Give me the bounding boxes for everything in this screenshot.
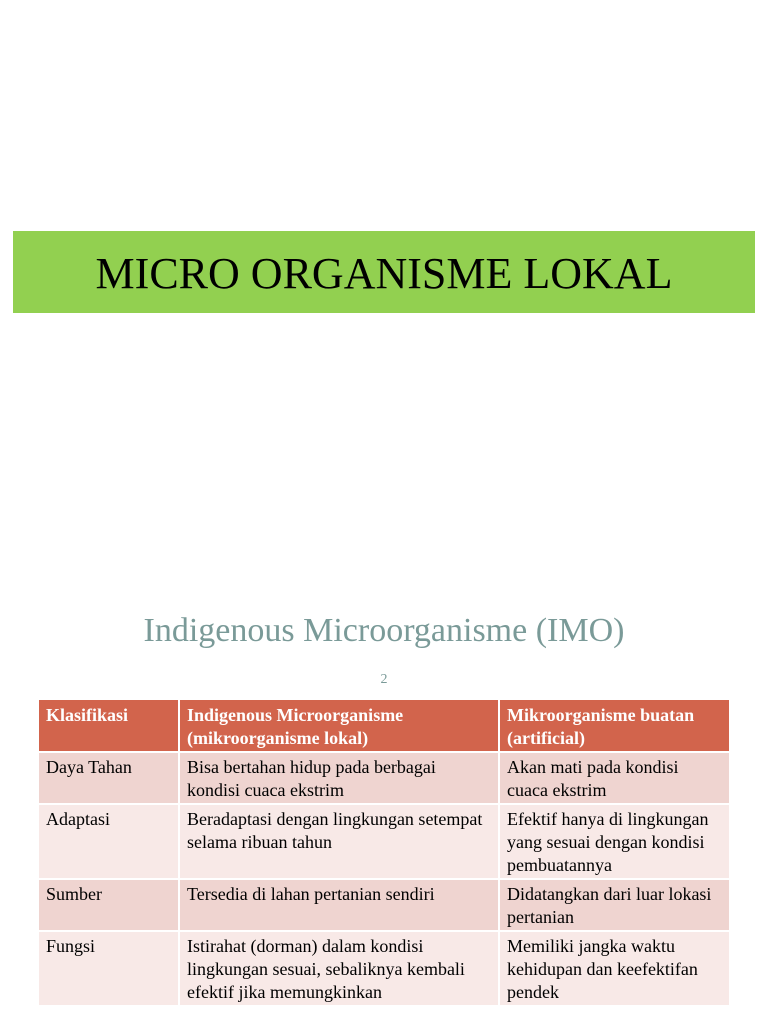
table-cell: Memiliki jangka waktu kehidupan dan keefektifan pendek (499, 931, 729, 1006)
comparison-table (39, 700, 729, 1007)
table-cell: Didatangkan dari luar lokasi pertanian (499, 879, 729, 931)
table-cell: Bisa bertahan hidup pada berbagai kondisi cuaca ekstrim (179, 752, 499, 804)
table-header-row (39, 700, 729, 752)
title-banner (13, 231, 755, 313)
banner-title: MICRO ORGANISME LOKAL (95, 248, 673, 298)
table-cell: Istirahat (dorman) dalam kondisi lingkungan sesuai, sebaliknya kembali efektif jika memungkinkan (179, 931, 499, 1006)
header-klasifikasi: Klasifikasi (39, 700, 179, 752)
table-cell: Efektif hanya di lingkungan yang sesuai dengan kondisi pembuatannya (499, 804, 729, 879)
table-cell: Fungsi (39, 931, 179, 1006)
page-number: 2 (380, 672, 388, 687)
table-cell: Sumber (39, 879, 179, 931)
table-cell: Daya Tahan (39, 752, 179, 804)
table-cell: Beradaptasi dengan lingkungan setempat selama ribuan tahun (179, 804, 499, 879)
table-cell: Adaptasi (39, 804, 179, 879)
table-cell: Tersedia di lahan pertanian sendiri (179, 879, 499, 931)
slide-title: Indigenous Microorganisme (IMO) (143, 612, 625, 649)
table-row (39, 804, 729, 879)
table-row (39, 931, 729, 1006)
header-indigenous: Indigenous Microorganisme (mikroorganisme lokal) (179, 700, 499, 752)
header-buatan: Mikroorganisme buatan (artificial) (499, 700, 729, 752)
table-cell: Akan mati pada kondisi cuaca ekstrim (499, 752, 729, 804)
table-row (39, 879, 729, 931)
table-row (39, 752, 729, 804)
